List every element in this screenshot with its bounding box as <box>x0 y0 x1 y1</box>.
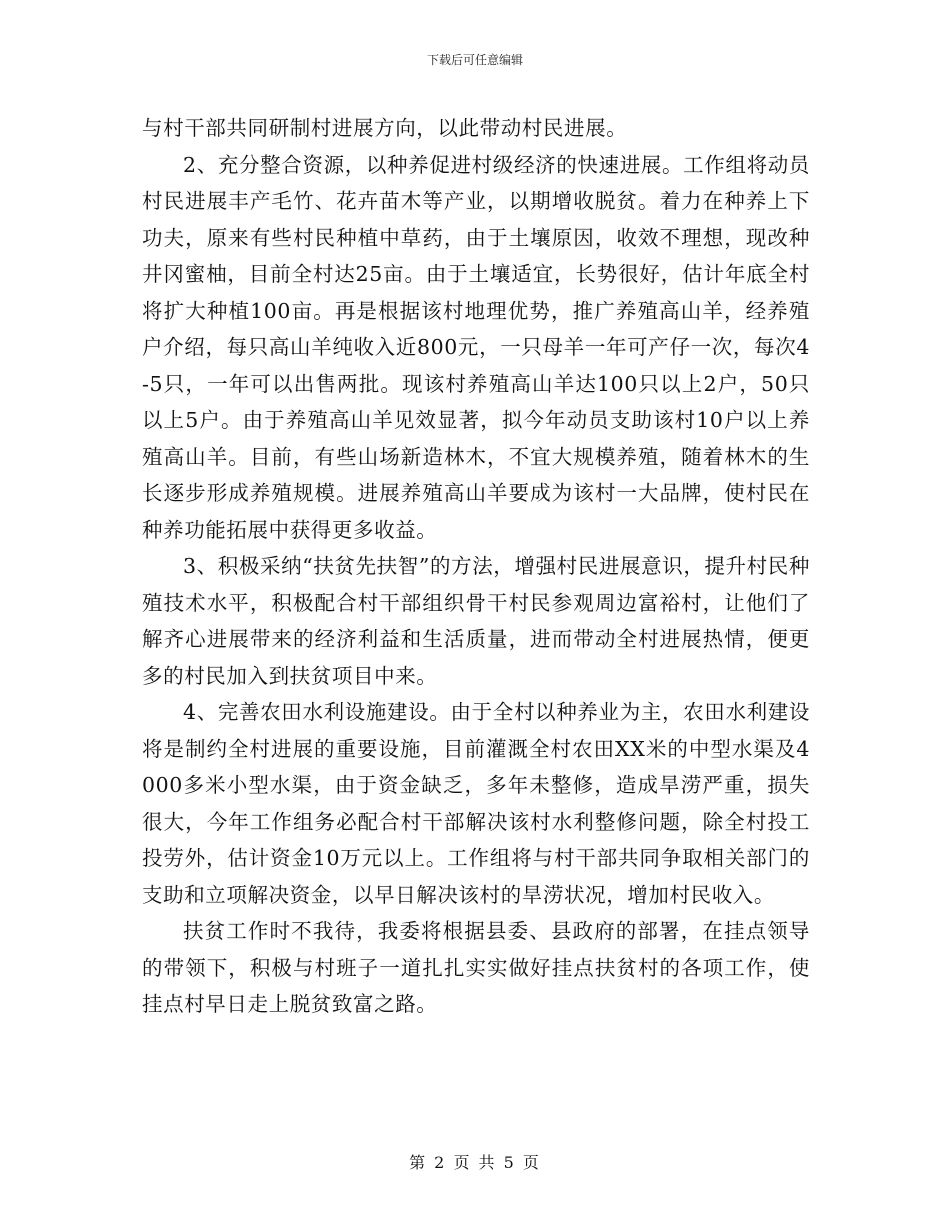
paragraph-continuation: 与村干部共同研制村进展方向，以此带动村民进展。 <box>142 116 628 140</box>
page-header-note: 下载后可任意编辑 <box>426 53 523 67</box>
paragraph-item-3: 3、积极采纳“扶贫先扶智”的方法，增强村民进展意识，提升村民种殖技术水平，积极配合村干部组织骨干村民参观周边富裕村，让他们了解齐心进展带来的经济利益和生活质量，进而带动全村进展热情，便更多的村民加入到扶贫项目中来。 <box>142 554 810 688</box>
paragraph-item-4: 4、完善农田水利设施建设。由于全村以种养业为主，农田水利建设将是制约全村进展的重要设施，目前灌溉全村农田XX米的中型水渠及4000多米小型水渠，由于资金缺乏，多年未整修，造成旱涝严重，损失很大，今年工作组务必配合村干部解决该村水利整修问题，除全村投工投劳外，估计资金10万元以上。工作组将与村干部共同争取相关部门的支助和立项解决资金，以早日解决该村的旱涝状况，增加村民收入。 <box>142 700 810 907</box>
paragraph-conclusion: 扶贫工作时不我待，我委将根据县委、县政府的部署，在挂点领导的带领下，积极与村班子一道扎扎实实做好挂点扶贫村的各项工作，使挂点村早日走上脱贫致富之路。 <box>142 919 810 1016</box>
paragraph-item-2: 2、充分整合资源，以种养促进村级经济的快速进展。工作组将动员村民进展丰产毛竹、花卉苗木等产业，以期增收脱贫。着力在种养上下功夫，原来有些村民种植中草药，由于土壤原因，收效不理想，现改种井冈蜜柚，目前全村达25亩。由于土壤适宜，长势很好，估计年底全村将扩大种植100亩。再是根据该村地理优势，推广养殖高山羊，经养殖户介绍，每只高山羊纯收入近800元，一只母羊一年可产仔一次，每次4-5只，一年可以出售两批。现该村养殖高山羊达100只以上2户，50只以上5户。由于养殖高山羊见效显著，拟今年动员支助该村10户以上养殖高山羊。目前，有些山场新造林木，不宜大规模养殖，随着林木的生长逐步形成养殖规模。进展养殖高山羊要成为该村一大品牌，使村民在种养功能拓展中获得更多收益。 <box>142 152 810 542</box>
page-number: 第 2 页 共 5 页 <box>409 1153 541 1172</box>
document-body <box>142 110 810 1023</box>
